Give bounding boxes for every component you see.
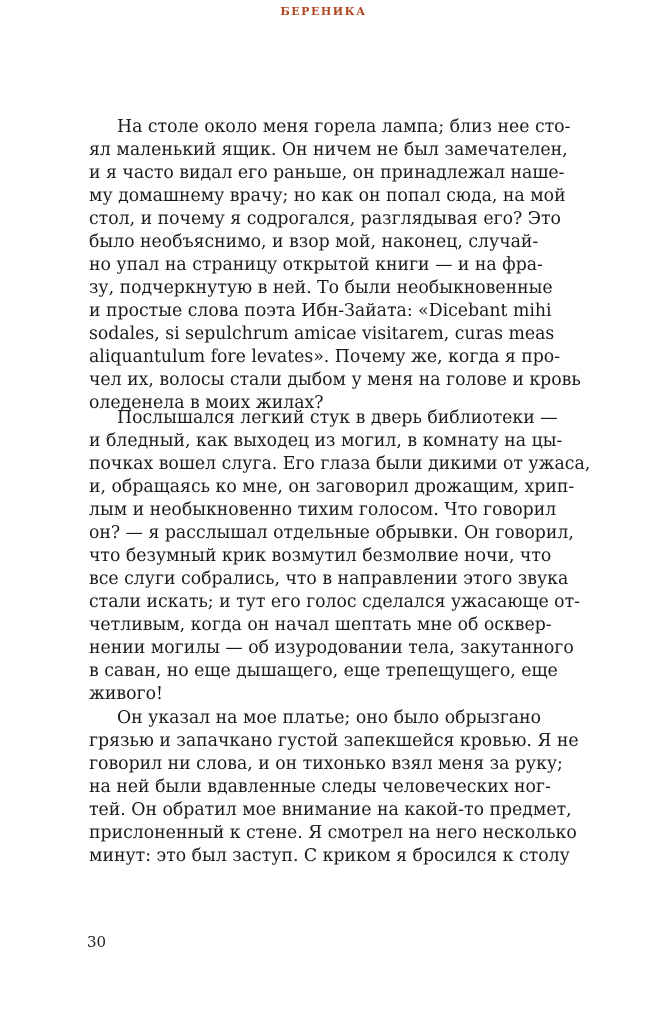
- text-line: что безумный крик возмутил безмолвие ночи, что: [89, 546, 552, 566]
- text-line: в саван, но еще дышащего, еще трепещущего, еще: [89, 661, 558, 681]
- text-line: и простые слова поэта Ибн-Зайата: «Dicebant mihi: [89, 301, 552, 321]
- text-line: четливым, когда он начал шептать мне об осквер-: [89, 615, 552, 635]
- text-line: Послышался легкий стук в дверь библиотеки —: [117, 408, 558, 428]
- text-line: грязью и запачкано густой запекшейся кровью. Я не: [89, 731, 579, 751]
- text-line: оледенела в моих жилах?: [89, 393, 324, 413]
- text-line: прислоненный к стене. Я смотрел на него несколько: [89, 823, 577, 843]
- text-line: говорил ни слова, и он тихонько взял меня за руку;: [89, 754, 563, 774]
- page-number: 30: [87, 933, 107, 951]
- paragraph-2: [89, 407, 591, 706]
- text-line: минут: это был заступ. С криком я бросился к столу: [89, 846, 570, 866]
- text-line: ял маленький ящик. Он ничем не был замечателен,: [89, 140, 568, 160]
- text-line: зу, подчеркнутую в ней. То были необыкновенные: [89, 278, 553, 298]
- text-line: тей. Он обратил мое внимание на какой-то предмет,: [89, 800, 572, 820]
- text-line: му домашнему врачу; но как он попал сюда, на мой: [89, 186, 566, 206]
- running-head: БЕРЕНИКА: [280, 5, 367, 18]
- text-line: все слуги собрались, что в направлении этого звука: [89, 569, 569, 589]
- text-line: sodales, si sepulchrum amicae visitarem, curas meas: [89, 324, 555, 344]
- text-line: живого!: [89, 684, 163, 704]
- paragraph-1: [89, 116, 581, 415]
- text-line: лым и необыкновенно тихим голосом. Что говорил: [89, 500, 557, 520]
- text-line: было необъяснимо, и взор мой, наконец, случай-: [89, 232, 539, 252]
- text-line: он? — я расслышал отдельные обрывки. Он говорил,: [89, 523, 574, 543]
- text-line: и бледный, как выходец из могил, в комнату на цы-: [89, 431, 563, 451]
- text-line: Он указал на мое платье; оно было обрызгано: [117, 708, 542, 728]
- text-line: но упал на страницу открытой книги — и на фра-: [89, 255, 543, 275]
- text-line: почках вошел слуга. Его глаза были дикими от ужаса,: [89, 454, 591, 474]
- text-line: стали искать; и тут его голос сделался ужасающе от-: [89, 592, 580, 612]
- text-line: стол, и почему я содрогался, разглядывая его? Это: [89, 209, 561, 229]
- text-line: На столе около меня горела лампа; близ нее сто-: [117, 117, 571, 137]
- text-line: aliquantulum fore levates». Почему же, когда я про-: [89, 347, 561, 367]
- text-line: на ней были вдавленные следы человеческих ног-: [89, 777, 551, 797]
- paragraph-3: [89, 707, 579, 868]
- text-line: чел их, волосы стали дыбом у меня на голове и кровь: [89, 370, 581, 390]
- text-line: и я часто видал его раньше, он принадлежал наше-: [89, 163, 565, 183]
- text-line: нении могилы — об изуродовании тела, закутанного: [89, 638, 574, 658]
- text-line: и, обращаясь ко мне, он заговорил дрожащим, хрип-: [89, 477, 575, 497]
